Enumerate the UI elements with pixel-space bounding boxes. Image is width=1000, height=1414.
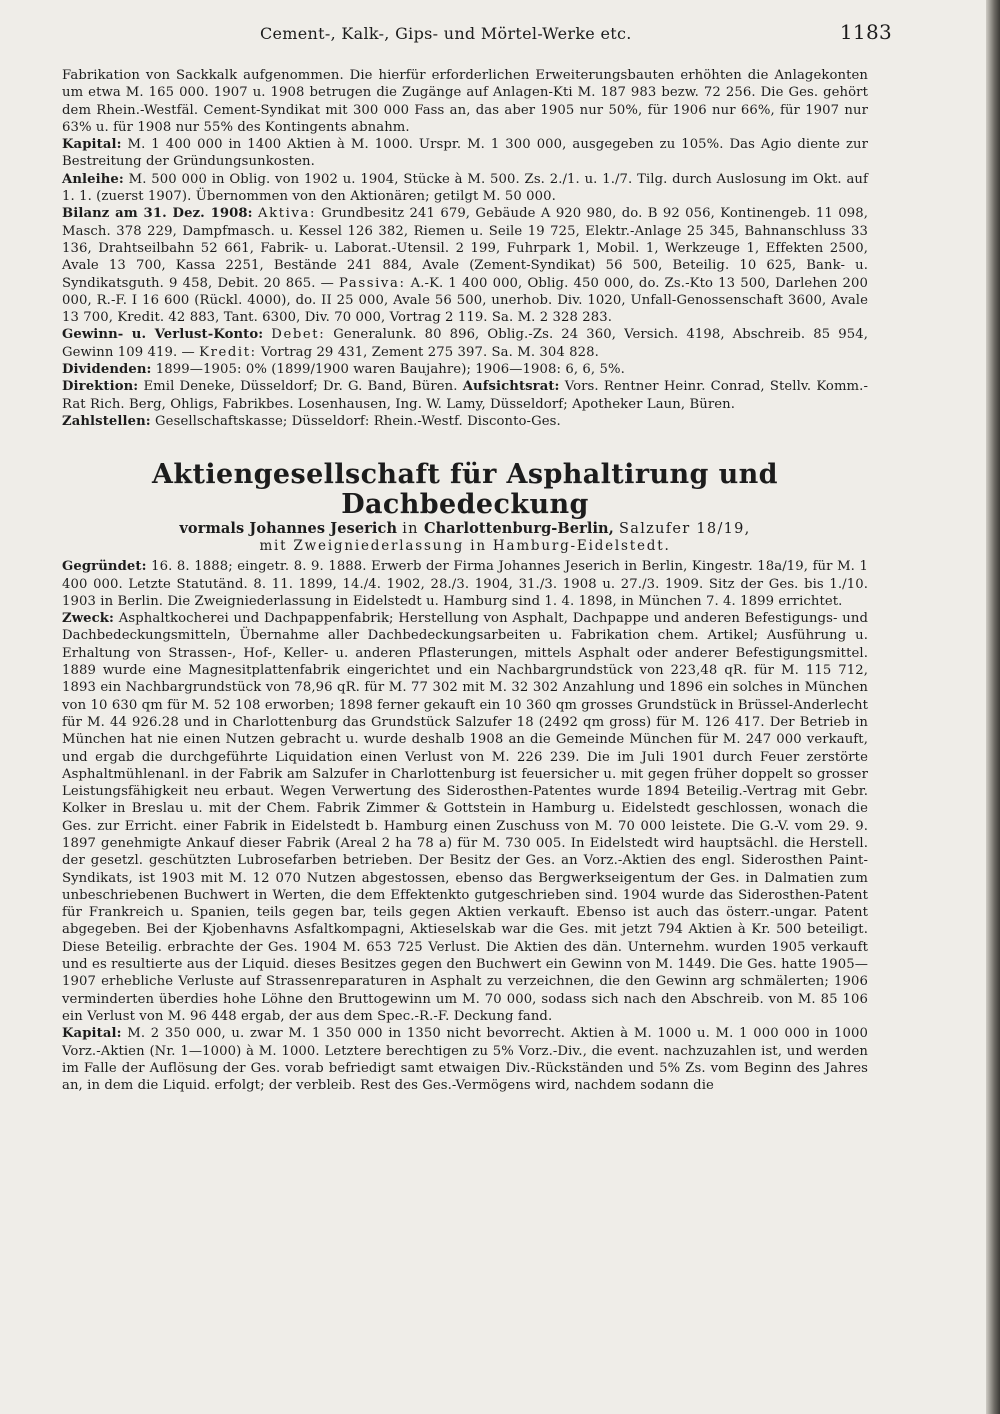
gegruendet-label: Gegründet: <box>62 559 147 575</box>
dividenden-label: Dividenden: <box>62 362 152 378</box>
zweck-paragraph: Zweck: Asphaltkocherei und Dachpappenfabrik; Herstellung von Asphalt, Dachpappe und anderen Befestigungs- und Dachbedeckungsmitteln, Übernahme aller Dachbedeckungsarbeiten u. Fabrikation chem. Artikel; Ausführung u. Erhaltung von Strassen-, Hof-, Keller- u. anderen Pflasterungen, mittels Asphalt oder anderer Befestigungsmittel. 1889 wurde eine Magnesitplattenfabrik eingerichtet und ein Nachbargrundstück von 223,48 qR. für M. 115 712, 1893 ein Nachbargrundstück von 78,96 qR. für M. 77 302 mit M. 32 302 Anzahlung und 1896 ein solches in München von 10 630 qm für M. 52 108 erworben; 1898 ferner gekauft ein 10 360 qm grosses Grundstück in Brüssel-Anderlecht für M. 44 926.28 und in Charlottenburg das Grundstück Salzufer 18 (2492 qm gross) für M. 126 417. Der Betrieb in München hat nie einen Nutzen gebracht u. wurde deshalb 1908 an die Gemeinde München für M. 247 000 verkauft, und ergab die durchgeführte Liquidation einen Verlust von M. 226 239. Die im Juli 1901 durch Feuer zerstörte Asphaltmühlenanl. in der Fabrik am Salzufer in Charlottenburg ist feuersicher u. mit gegen früher doppelt so grosser Leistungsfähigkeit neu erbaut. Wegen Verwertung des Siderosthen-Patentes wurde 1894 Beteilig.-Vertrag mit Gebr. Kolker in Breslau u. mit der Chem. Fabrik Zimmer & Gottstein in Hamburg u. Eidelstedt geschlossen, wonach die Ges. zur Erricht. einer Fabrik in Eidelstedt b. Hamburg einen Zuschuss von M. 70 000 leistete. Die G.-V. vom 29. 9. 1897 genehmigte Ankauf dieser Fabrik (Areal 2 ha 78 a) für M. 730 005. In Eidelstedt wird hauptsächl. die Herstell. der gesetzl. geschützten Lubrosefarben betrieben. Der Besitz der Ges. an Vorz.-Aktien des engl. Siderosthen Paint-Syndikats, ist 1903 mit M. 12 070 Nutzen abgestossen, ebenso das Bergwerkseigentum der Ges. in Dalmatien zum unbeschriebenen Buchwert in Werten, die dem Effektenkto gutgeschrieben sind. 1904 wurde das Siderosthen-Patent für Frankreich u. Spanien, teils gegen bar, teils gegen Aktien verkauft. Ebenso ist auch das österr.-ungar. Patent abgegeben. Bei der Kjobenhavns Asfaltkompagni, Aktieselskab war die Ges. mit jetzt 794 Aktien à Kr. 500 beteiligt. Diese Beteilig. erbrachte der Ges. 1904 M. 653 725 Verlust. Die Aktien des dän. Unternehm. wurden 1905 verkauft und es resultierte aus der Liquid. dieses Besitzes gegen den Buchwert ein Gewinn von M. 1449. Die Ges. hatte 1905—1907 erhebliche Verluste auf Strassenreparaturen in Asphalt zu verzeichnen, die den Gewinn arg schmälerten; 1906 verminderten überdies hohe Löhne den Bruttogewinn um M. 70 000, sodass sich nach den Abschreib. von M. 85 106 ein Verlust von M. 96 448 ergab, der aus dem Spec.-R.-F. Deckung fand. <box>62 611 869 1024</box>
bilanz-paragraph: Bilanz am 31. Dez. 1908: Aktiva: Grundbesitz 241 679, Gebäude A 920 980, do. B 92 056, Kontinengeb. 11 098, Masch. 378 229, Dampfmasch. u. Kessel 126 382, Riemen u. Seile 19 725, Elektr.-Anlage 25 345, Bahnanschluss 33 136, Drahtseilbahn 52 661, Fabrik- u. Laborat.-Utensil. 2 199, Fuhrpark 1, Mobil. 1, Werkzeuge 1, Effekten 2500, Avale 13 700, Kassa 2251, Bestände 241 884, Avale (Zement-Syndikat) 56 500, Beteilig. 10 625, Bank- u. Syndikatsguth. 9 458, Debit. 20 865. — Passiva: A.-K. 1 400 000, Oblig. 450 000, do. Zs.-Kto 13 500, Darlehen 200 000, R.-F. I 16 600 (Rückl. 4000), do. II 25 000, Avale 56 500, unerhob. Div. 1020, Unfall-Genossenschaft 3600, Avale 13 700, Kredit. 42 883, Tant. 6300, Div. 70 000, Vortrag 2 119. Sa. M. 2 328 283. <box>62 206 869 326</box>
direktion-paragraph: Direktion: Emil Deneke, Düsseldorf; Dr. G. Band, Büren. Aufsichtsrat: Vors. Rentner Heinr. Conrad, Stellv. Komm.-Rat Rich. Berg, Ohligs, Fabrikbes. Losenhausen, Ing. W. Lamy, Düsseldorf; Apotheker Laun, Büren. <box>62 379 869 412</box>
running-header <box>60 20 892 54</box>
gegruendet-paragraph: Gegründet: 16. 8. 1888; eingetr. 8. 9. 1888. Erwerb der Firma Johannes Jeserich in Berlin, Kingestr. 18a/19, für M. 1 400 000. Letzte Statutänd. 8. 11. 1899, 14./4. 1902, 28./3. 1904, 31./3. 1908 u. 27./3. 1909. Sitz der Ges. bis 1./10. 1903 in Berlin. Die Zweigniederlassung in Eidelstedt u. Hamburg sind 1. 4. 1898, in München 7. 4. 1899 errichtet. <box>62 559 868 609</box>
kapital-paragraph: Kapital: M. 1 400 000 in 1400 Aktien à M. 1000. Urspr. M. 1 300 000, ausgegeben zu 105%. Das Agio diente zur Bestreitung der Gründungsunkosten. <box>62 137 868 170</box>
gewinn-paragraph: Gewinn- u. Verlust-Konto: Debet: Generalunk. 80 896, Oblig.-Zs. 24 360, Versich. 4198, Abschreib. 85 954, Gewinn 109 419. — Kredit: Vortrag 29 431, Zement 275 397. Sa. M. 304 828. <box>62 327 868 360</box>
anleihe-label: Anleihe: <box>62 171 124 187</box>
company-kapital-label: Kapital: <box>62 1026 122 1042</box>
page-content <box>62 67 868 1094</box>
zweck-label: Zweck: <box>62 611 115 627</box>
zahlstellen-paragraph: Zahlstellen: Gesellschaftskasse; Düsseldorf: Rhein.-Westf. Disconto-Ges. <box>62 413 561 429</box>
company-title: Aktiengesellschaft für Asphaltirung und Dachbedeckung <box>152 459 778 521</box>
gewinn-label: Gewinn- u. Verlust-Konto: <box>62 327 264 343</box>
aufsichtsrat-label: Aufsichtsrat: <box>462 379 560 395</box>
dividenden-paragraph: Dividenden: 1899—1905: 0% (1899/1900 waren Baujahre); 1906—1908: 6, 6, 5%. <box>62 362 625 378</box>
page-number: 1183 <box>839 20 892 44</box>
book-binding-edge <box>986 0 1000 1414</box>
company-branch: mit Zweigniederlassung in Hamburg-Eidelstedt. <box>259 538 671 555</box>
bilanz-label: Bilanz am 31. Dez. 1908: <box>62 206 253 222</box>
kapital-label: Kapital: <box>62 137 122 153</box>
running-title: Cement-, Kalk-, Gips- und Mörtel-Werke etc. <box>260 24 632 43</box>
intro-paragraph: Fabrikation von Sackkalk aufgenommen. Die hierfür erforderlichen Erweiterungsbauten erhöhten die Anlagekonten um etwa M. 165 000. 1907 u. 1908 betrugen die Zugänge auf Anlagen-Kti M. 187 983 bezw. 72 256. Die Ges. gehört dem Rhein.-Westfäl. Cement-Syndikat mit 300 000 Fass an, das aber 1905 nur 50%, für 1906 nur 66%, für 1907 nur 63% u. für 1908 nur 55% des Kontingents abnahm. <box>62 68 868 135</box>
direktion-label: Direktion: <box>62 379 139 395</box>
anleihe-paragraph: Anleihe: M. 500 000 in Oblig. von 1902 u. 1904, Stücke à M. 500. Zs. 2./1. u. 1./7. Tilg. durch Auslosung im Okt. auf 1. 1. (zuerst 1907). Übernommen von den Aktionären; getilgt M. 50 000. <box>62 171 868 205</box>
company-subtitle: vormals Johannes Jeserich in Charlottenburg-Berlin, Salzufer 18/19, <box>179 520 751 538</box>
company-kapital-paragraph: Kapital: M. 2 350 000, u. zwar M. 1 350 000 in 1350 nicht bevorrecht. Aktien à M. 1000 u. M. 1 000 000 in 1000 Vorz.-Aktien (Nr. 1—1000) à M. 1000. Letztere berechtigen zu 5% Vorz.-Div., die event. nachzuzahlen ist, und werden im Falle der Auflösung der Ges. vorab befriedigt samt etwaigen Div.-Rückständen und 5% Zs. vom Beginn des Jahres an, in dem die Liquid. erfolgt; der verbleib. Rest des Ges.-Vermögens wird, nachdem sodann die <box>62 1026 868 1094</box>
zahlstellen-label: Zahlstellen: <box>62 413 151 429</box>
